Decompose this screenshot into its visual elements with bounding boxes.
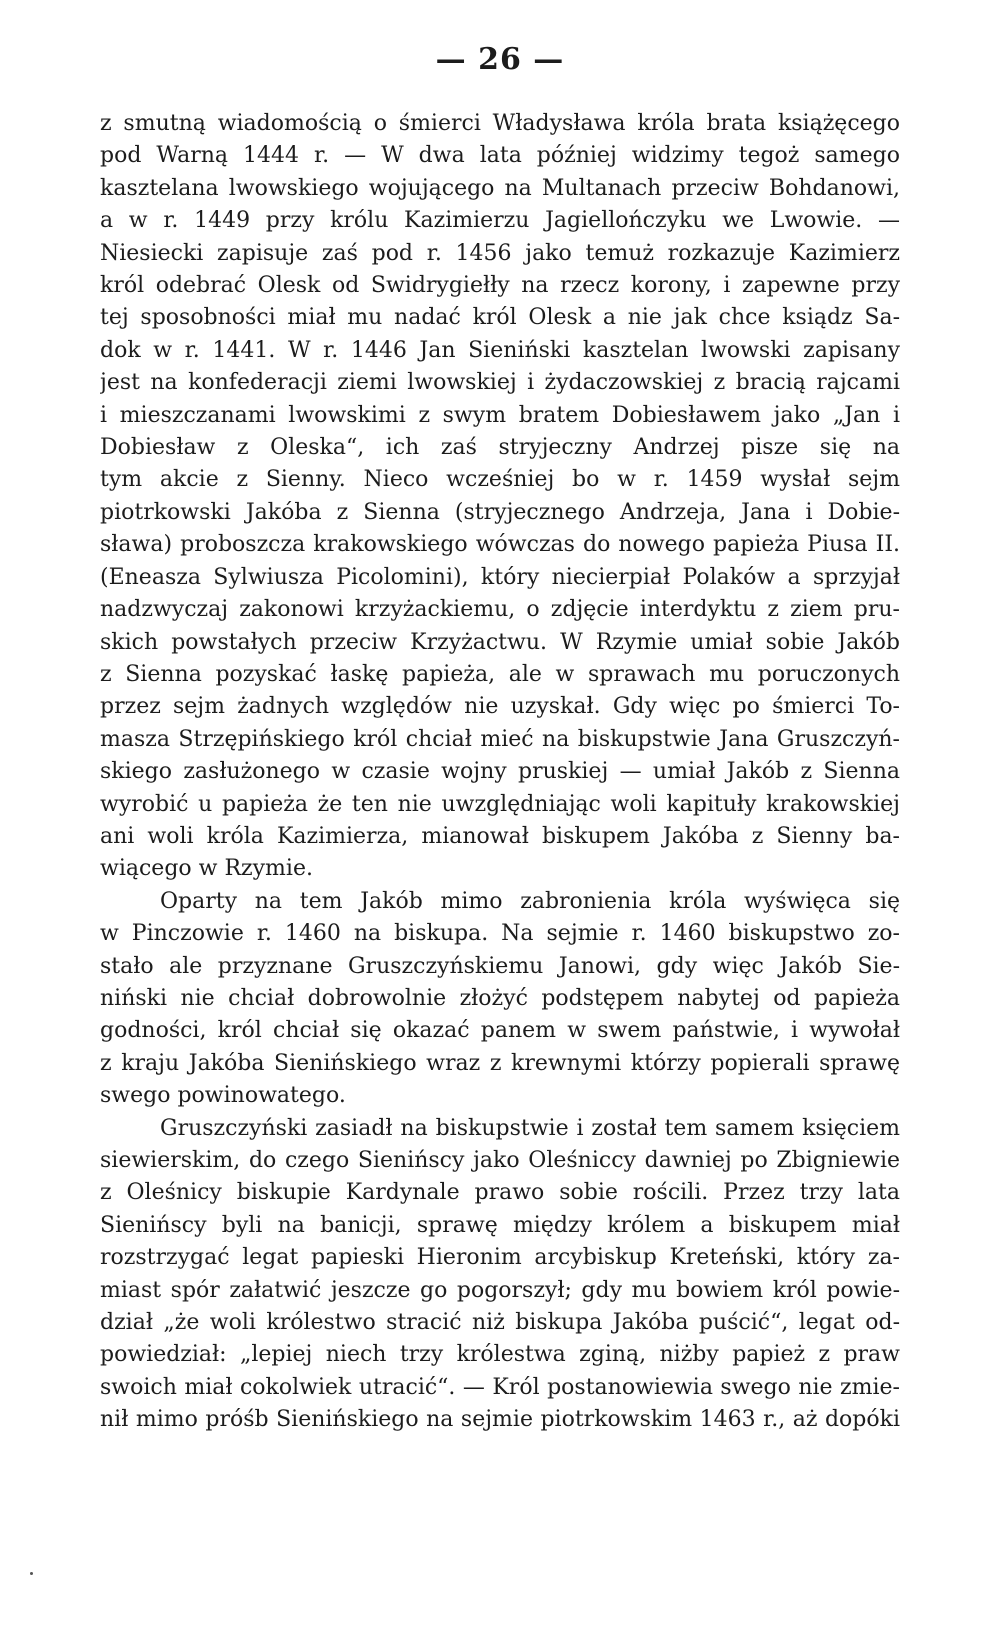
text-line: wiącego w Rzymie. — [100, 856, 313, 882]
text-line: król odebrać Olesk od Swidrygiełły na rzecz korony, i zapewne przy — [100, 273, 900, 299]
text-line: (Eneasza Sylwiusza Picolomini), który niecierpiał Polaków a sprzyjał — [100, 564, 900, 590]
text-line: rozstrzygać legat papieski Hieronim arcybiskup Kreteński, który za- — [100, 1245, 900, 1271]
page-body — [100, 108, 900, 1437]
page-number: — 26 — — [435, 42, 565, 77]
text-line: piotrkowski Jakóba z Sienna (stryjecznego Andrzeja, Jana i Dobie- — [100, 499, 900, 525]
text-line: masza Strzępińskiego król chciał mieć na biskupstwie Jana Gruszczyń- — [100, 726, 900, 752]
text-line: sława) proboszcza krakowskiego wówczas do nowego papieża Piusa II. — [100, 532, 900, 558]
text-line: Sienińscy byli na banicji, sprawę między królem a biskupem miał — [100, 1212, 900, 1238]
text-line: miast spór załatwić jeszcze go pogorszył; gdy mu bowiem król powie- — [100, 1277, 900, 1303]
text-line: pod Warną 1444 r. — W dwa lata później widzimy tegoż samego — [100, 143, 900, 169]
text-line: i mieszczanami lwowskimi z swym bratem Dobiesławem jako „Jan i — [100, 402, 900, 428]
text-line: Oparty na tem Jakób mimo zabronienia króla wyświęca się — [160, 888, 900, 914]
text-line: w Pinczowie r. 1460 na biskupa. Na sejmie r. 1460 biskupstwo zo- — [100, 921, 900, 947]
text-line: a w r. 1449 przy królu Kazimierzu Jagiellończyku we Lwowie. — — [100, 208, 900, 234]
text-line: stało ale przyznane Gruszczyńskiemu Janowi, gdy więc Jakób Sie- — [100, 953, 900, 979]
text-line: jest na konfederacji ziemi lwowskiej i żydaczowskiej z bracią rajcami — [100, 370, 900, 396]
text-line: z smutną wiadomością o śmierci Władysława króla brata książęcego — [100, 111, 900, 136]
text-line: godności, król chciał się okazać panem w swem państwie, i wywołał — [100, 1018, 900, 1044]
text-line: swoich miał cokolwiek utracić“. — Król postanowiewia swego nie zmie- — [100, 1374, 900, 1400]
text-line: z kraju Jakóba Sienińskiego wraz z krewnymi którzy popierali sprawę — [100, 1050, 900, 1076]
text-line: Niesiecki zapisuje zaś pod r. 1456 jako temuż rozkazuje Kazimierz — [100, 240, 900, 266]
text-line: tej sposobności miał mu nadać król Olesk a nie jak chce ksiądz Sa- — [100, 305, 900, 331]
text-line: z Oleśnicy biskupie Kardynale prawo sobie rościli. Przez trzy lata — [100, 1180, 900, 1206]
text-line: siewierskim, do czego Sienińscy jako Oleśniccy dawniej po Zbigniewie — [100, 1148, 900, 1173]
text-line: Gruszczyński zasiadł na biskupstwie i został tem samem księciem — [160, 1115, 900, 1141]
text-line: skiego zasłużonego w czasie wojny pruskiej — umiał Jakób z Sienna — [100, 759, 900, 785]
text-line: dok w r. 1441. W r. 1446 Jan Sieniński kasztelan lwowski zapisany — [100, 337, 900, 363]
text-line: z Sienna pozyskać łaskę papieża, ale w sprawach mu poruczonych — [100, 661, 900, 687]
text-line: wyrobić u papieża że ten nie uwzględniając woli kapituły krakowskiej — [100, 791, 900, 817]
paragraph — [100, 1113, 900, 1437]
text-line: Dobiesław z Oleska“, ich zaś stryjeczny Andrzej pisze się na — [100, 435, 900, 461]
text-line: kasztelana lwowskiego wojującego na Multanach przeciw Bohdanowi, — [100, 175, 900, 201]
paper-speck — [30, 1572, 33, 1575]
text-line: ani woli króla Kazimierza, mianował biskupem Jakóba z Sienny ba- — [100, 823, 900, 849]
text-line: swego powinowatego. — [100, 1083, 346, 1109]
text-line: przez sejm żadnych względów nie uzyskał. Gdy więc po śmierci To- — [100, 694, 900, 720]
text-line: powiedział: „lepiej niech trzy królestwa zginą, niżby papież z praw — [100, 1342, 900, 1368]
text-line: tym akcie z Sienny. Nieco wcześniej bo w r. 1459 wysłał sejm — [100, 467, 900, 493]
text-line: nił mimo próśb Sienińskiego na sejmie piotrkowskim 1463 r., aż dopóki — [100, 1407, 900, 1433]
paragraph — [100, 886, 900, 1113]
text-line: niński nie chciał dobrowolnie złożyć podstępem nabytej od papieża — [100, 985, 900, 1011]
text-line: skich powstałych przeciw Krzyżactwu. W Rzymie umiał sobie Jakób — [100, 629, 900, 655]
paragraph — [100, 108, 900, 886]
text-line: dział „że woli królestwo stracić niż biskupa Jakóba puścić“, legat od- — [100, 1310, 900, 1336]
text-line: nadzwyczaj zakonowi krzyżackiemu, o zdjęcie interdyktu z ziem pru- — [100, 597, 900, 623]
